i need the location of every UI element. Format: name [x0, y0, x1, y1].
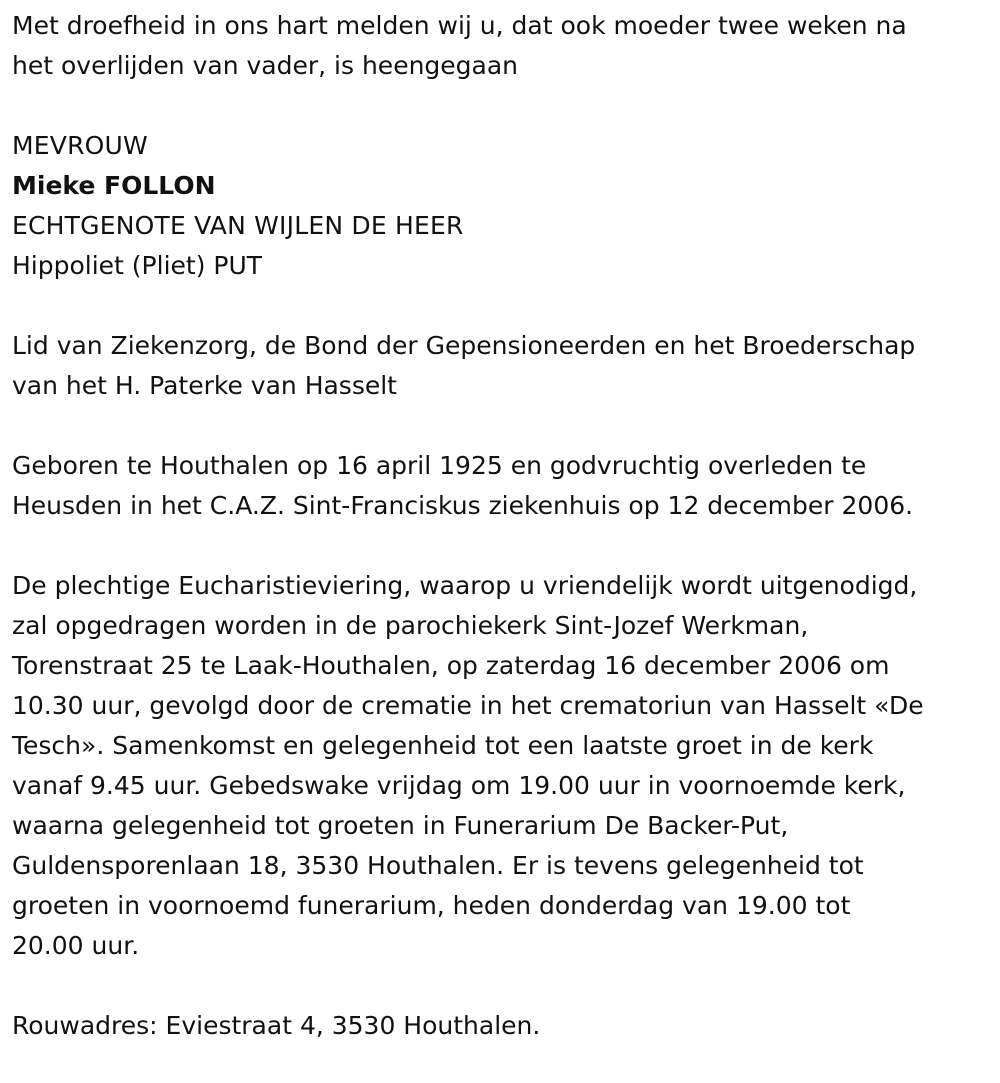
deceased-name: Mieke FOLLON: [12, 171, 216, 200]
intro-text: Met droefheid in ons hart melden wij u, dat ook moeder twee weken na het overlijden van vader, is heengegaan: [12, 11, 907, 80]
title-line: MEVROUW: [12, 131, 148, 160]
ceremony-text: De plechtige Eucharistieviering, waarop u vriendelijk wordt uitgenodigd, zal opgedragen worden in de parochiekerk Sint-Jozef Werkman, Torenstraat 25 te Laak-Houthalen, op zaterdag 16 december 2006 om 10.30 uur, gevolgd door de crematie in het crematoriun van Hasselt «De Tesch». Samenkomst en gelegenheid tot een laatste groet in de kerk vanaf 9.45 uur. Gebedswake vrijdag om 19.00 uur in voornoemde kerk, waarna gelegenheid tot groeten in Funerarium De Backer-Put, Guldensporenlaan 18, 3530 Houthalen. Er is tevens gelegenheid tot groeten in voornoemd funerarium, heden donderdag van 19.00 tot 20.00 uur.: [12, 571, 924, 960]
spacer: [12, 286, 988, 326]
birth-death-text: Geboren te Houthalen op 16 april 1925 en godvruchtig overleden te Heusden in het C.A.Z. Sint-Franciskus ziekenhuis op 12 december 2006.: [12, 451, 914, 520]
spacer: [12, 966, 988, 1006]
spacer: [12, 86, 988, 126]
spacer: [12, 406, 988, 446]
spacer: [12, 526, 988, 566]
membership-text: Lid van Ziekenzorg, de Bond der Gepensioneerden en het Broederschap van het H. Paterke van Hasselt: [12, 331, 916, 400]
spouse-label: ECHTGENOTE VAN WIJLEN DE HEER: [12, 211, 464, 240]
mourning-address: Rouwadres: Eviestraat 4, 3530 Houthalen.: [12, 1011, 541, 1040]
spouse-name: Hippoliet (Pliet) PUT: [12, 251, 263, 280]
